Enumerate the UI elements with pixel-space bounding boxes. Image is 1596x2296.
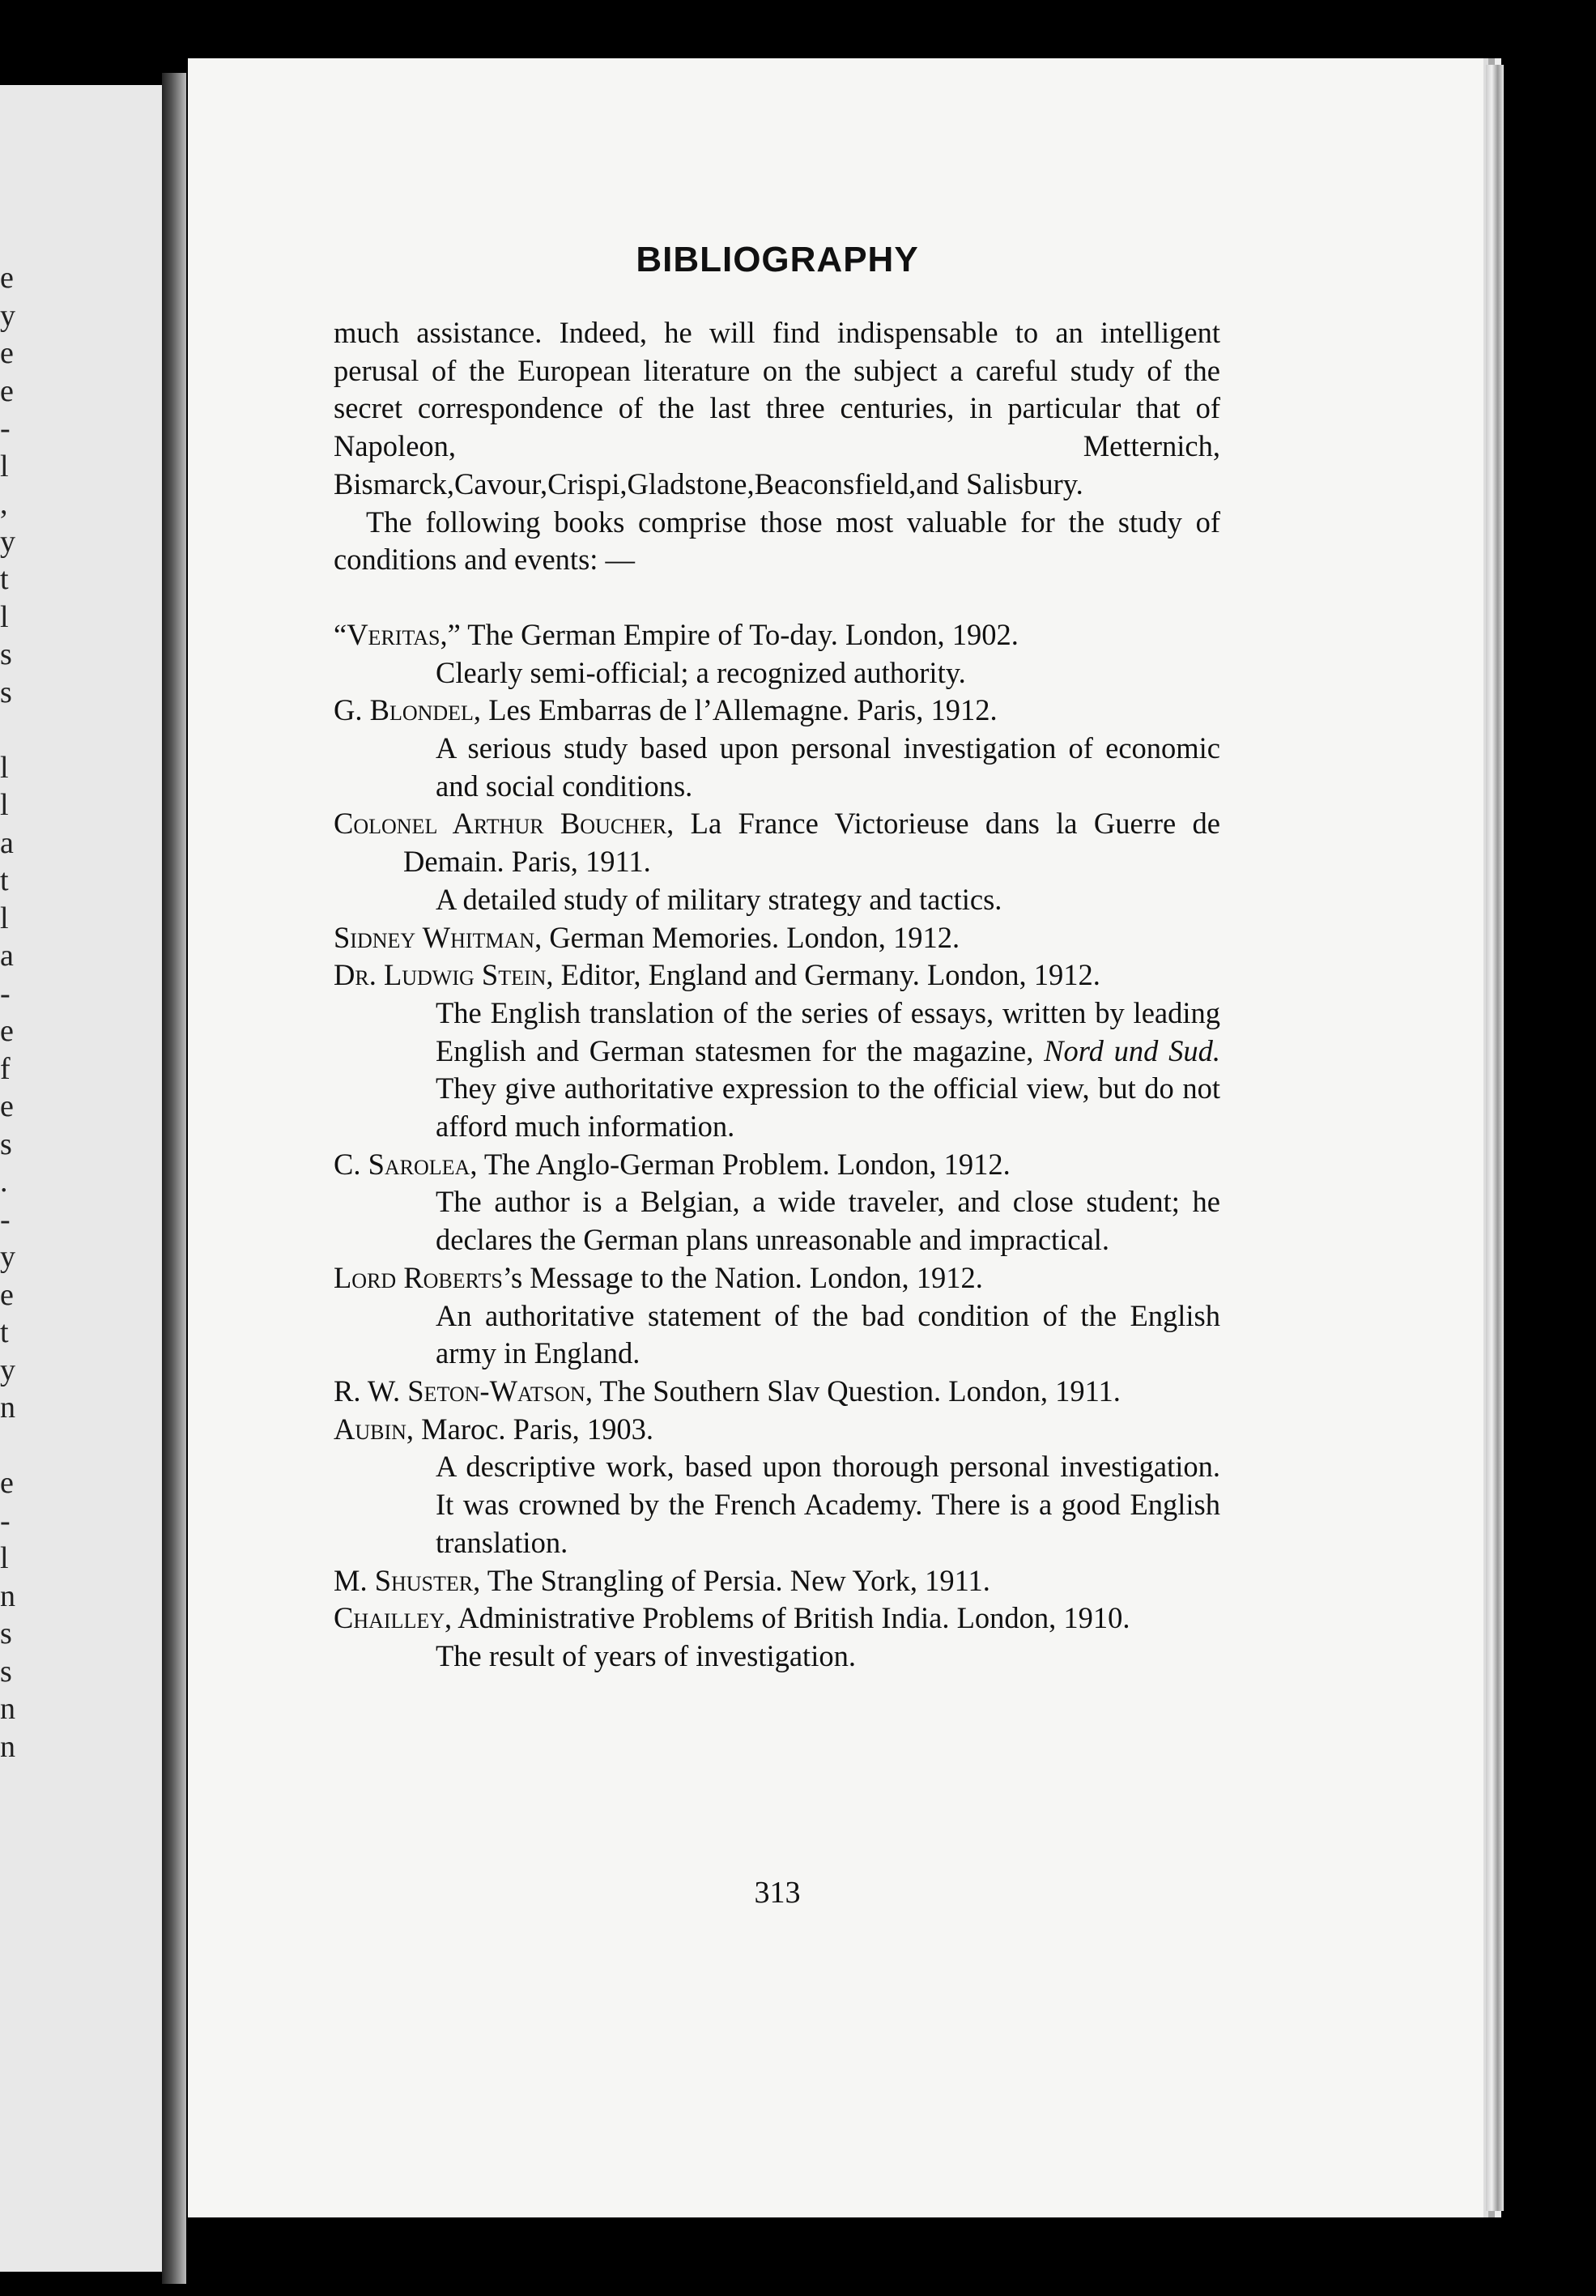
facing-page-char: s <box>0 675 12 709</box>
facing-page-char: l <box>0 750 9 785</box>
entry-note: The author is a Belgian, a wide traveler, and close student; he declares the German plans unreasonable and impractical. <box>436 1185 1220 1257</box>
facing-page-char: l <box>0 901 9 935</box>
magazine-title: Nord und Sud. <box>1044 1033 1220 1067</box>
facing-page-char: n <box>0 1729 15 1764</box>
entry-author: Lord Roberts <box>334 1260 503 1294</box>
facing-page-char: e <box>0 1277 14 1312</box>
facing-page-char <box>0 1427 24 1465</box>
facing-page-char: n <box>0 1692 15 1726</box>
page-body <box>334 314 1220 1676</box>
bibliography-entry <box>334 616 1220 692</box>
bibliography-entry <box>334 1146 1220 1259</box>
entry-title: La France Victorieuse dans la Guerre de Demain. Paris, 1911. <box>403 807 1220 879</box>
entry-author: C. Sarolea, <box>334 1147 478 1181</box>
entry-note: Clearly semi-official; a recognized authority. <box>436 655 966 689</box>
entry-author: “Veritas,” <box>334 617 461 651</box>
facing-page-char: - <box>0 976 11 1011</box>
entry-title: The Strangling of Persia. New York, 1911. <box>480 1563 990 1597</box>
bibliography-entry <box>334 1600 1220 1675</box>
facing-page-char: n <box>0 1391 15 1425</box>
page-title: BIBLIOGRAPHY <box>636 240 919 279</box>
entry-note: A serious study based upon personal investigation of economic and social conditions. <box>436 731 1220 803</box>
facing-page-char: e <box>0 373 14 408</box>
bibliography-entry <box>334 692 1220 805</box>
facing-page-char: a <box>0 939 14 973</box>
section-gap <box>334 579 1220 616</box>
facing-page <box>0 85 166 2272</box>
entry-title: The Southern Slav Question. London, 1911. <box>592 1374 1121 1408</box>
facing-page-char: s <box>0 1127 12 1161</box>
facing-page-char: e <box>0 336 14 370</box>
facing-page-char: t <box>0 1315 9 1349</box>
bibliography-entry <box>334 1259 1220 1373</box>
entry-note: A descriptive work, based upon thorough personal investigation. It was crowned by the French Academy. There is a good English translation. <box>436 1450 1220 1559</box>
facing-page-text-fragment <box>0 259 24 1766</box>
entry-author: Sidney Whitman, <box>334 920 543 954</box>
entry-title: The Anglo-German Problem. London, 1912. <box>477 1147 1011 1181</box>
facing-page-char: t <box>0 562 9 596</box>
facing-page-char: e <box>0 1466 14 1500</box>
facing-page-char: l <box>0 449 9 483</box>
entry-author: Aubin, <box>334 1412 415 1446</box>
entry-note: The English translation of the series of essays, written by leading English and German statesmen for the magazine, Nord und Sud. They give authoritative expression to the official view, but do not afford much information. <box>436 995 1220 1144</box>
entry-title: The German Empire of To-day. London, 1902. <box>460 617 1019 651</box>
facing-page-char: y <box>0 1352 15 1387</box>
entry-title: Administrative Problems of British India. London, 1910. <box>452 1601 1130 1635</box>
facing-page-char: . <box>0 1165 8 1199</box>
facing-page-char: y <box>0 1240 15 1274</box>
intro-paragraph: much assistance. Indeed, he will find indispensable to an intelligent perusal of the European literature on the subject a careful study of the secret correspondence of the last three centuries, in particular that of Napoleon, Metternich, Bismarck,Cavour,Crispi,Gladstone,Beaconsfield,and Salisbury. <box>334 316 1220 501</box>
facing-page-char: s <box>0 1654 12 1689</box>
facing-page-char: l <box>0 788 9 822</box>
bibliography-entry <box>334 1373 1220 1411</box>
facing-page-char: - <box>0 1202 11 1237</box>
entry-author: M. Shuster, <box>334 1563 481 1597</box>
facing-page-char: t <box>0 863 9 897</box>
facing-page-char: l <box>0 599 9 634</box>
facing-page-char: s <box>0 637 12 671</box>
facing-page-char: s <box>0 1617 12 1651</box>
bibliography-entry <box>334 805 1220 918</box>
entry-title: Editor, England and Germany. London, 1912. <box>553 958 1100 992</box>
entry-title: ’s Message to the Nation. London, 1912. <box>502 1260 983 1294</box>
bibliography-entry <box>334 1411 1220 1562</box>
bibliography-entry <box>334 956 1220 1146</box>
entry-note: The result of years of investigation. <box>436 1638 856 1672</box>
entry-title: Maroc. Paris, 1903. <box>414 1412 654 1446</box>
entry-title: German Memories. London, 1912. <box>542 920 960 954</box>
entry-note: An authoritative statement of the bad condition of the English army in England. <box>436 1298 1220 1370</box>
facing-page-char: l <box>0 1541 9 1575</box>
facing-page-char: a <box>0 825 14 860</box>
book-gutter <box>162 73 186 2284</box>
bibliography-entry <box>334 919 1220 957</box>
entry-author: Chailley, <box>334 1601 453 1635</box>
intro-paragraph: The following books comprise those most valuable for the study of conditions and events: — <box>334 505 1220 577</box>
bibliography-entry <box>334 1562 1220 1600</box>
facing-page-char: n <box>0 1578 15 1613</box>
facing-page-char: e <box>0 261 14 295</box>
facing-page-char: - <box>0 411 11 445</box>
facing-page-char: - <box>0 1503 11 1538</box>
facing-page-char: f <box>0 1051 11 1086</box>
entry-note: A detailed study of military strategy and tactics. <box>436 882 1002 916</box>
entry-title: Les Embarras de l’Allemagne. Paris, 1912. <box>481 693 998 727</box>
entry-author: Colonel Arthur Boucher, <box>334 807 675 841</box>
facing-page-char: e <box>0 1014 14 1048</box>
entry-author: G. Blondel, <box>334 693 482 727</box>
entry-author: R. W. Seton-Watson, <box>334 1374 593 1408</box>
facing-page-char: y <box>0 298 15 333</box>
facing-page-char: e <box>0 1089 14 1123</box>
facing-page-char: y <box>0 524 15 559</box>
page-number: 313 <box>754 1876 801 1910</box>
facing-page-char: , <box>0 487 8 521</box>
entry-author: Dr. Ludwig Stein, <box>334 958 554 992</box>
facing-page-char <box>0 711 24 749</box>
